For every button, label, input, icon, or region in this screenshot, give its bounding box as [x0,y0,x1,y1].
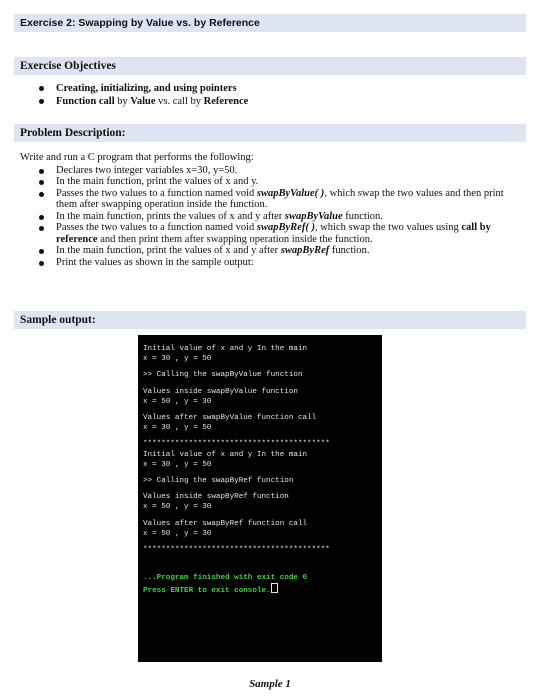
exercise-title: Exercise 2: Swapping by Value vs. by Reference [14,14,526,32]
objectives-list [20,82,248,108]
console-line: Values inside swapByRef function [143,493,289,502]
problem-intro: Write and run a C program that performs the following: [20,152,254,163]
objective-pointers: Creating, initializing, and using pointers [20,82,248,95]
console-press-text: Press ENTER to exit console. [143,587,271,596]
console-line: >> Calling the swapByRef function [143,477,294,486]
objectives-heading: Exercise Objectives [14,57,526,75]
sample-heading: Sample output: [14,311,526,329]
console-output [138,335,382,662]
console-line: x = 30 , y = 50 [143,460,212,469]
console-press-line [143,583,377,596]
console-separator: ***************************************** [143,546,330,555]
console-line: >> Calling the swapByValue function [143,371,303,380]
console-line: x = 50 , y = 30 [143,503,212,512]
console-finished-line: ...Program finished with exit code 0 [143,574,308,583]
cursor-icon [271,583,278,593]
objective-call-by: Function call by Value vs. call by Reference [20,95,248,108]
console-line: Values after swapByValue function call [143,414,317,423]
console-line: Initial value of x and y In the main [143,345,308,353]
problem-heading: Problem Description: [14,124,526,142]
problem-item: Passes the two values to a function named void swapByValue( ), which swap the two values and then print them after swapping operation inside the function. [20,188,526,211]
problem-item: In the main function, prints the values of x and y after swapByValue function. [20,211,526,223]
console-line: x = 30 , y = 50 [143,355,212,364]
problem-item: Print the values as shown in the sample output: [20,257,526,269]
console-line: Values inside swapByValue function [143,387,298,396]
problem-item: Declares two integer variables x=30, y=50. [20,165,526,177]
problem-item: Passes the two values to a function named void swapByRef( ), which swap the two values using call by reference and then print them after swapping operation inside the function. [20,222,526,245]
sample-caption: Sample 1 [249,678,291,690]
problem-list [20,165,526,269]
console-line: x = 50 , y = 30 [143,397,212,406]
console-line: x = 30 , y = 50 [143,424,212,433]
problem-item: In the main function, print the values of x and y after swapByRef function. [20,245,526,257]
console-separator: ***************************************** [143,440,330,449]
console-line: x = 50 , y = 30 [143,529,212,538]
console-line: Values after swapByRef function call [143,519,308,528]
console-line: Initial value of x and y In the main [143,450,308,459]
problem-description [20,152,526,268]
problem-item: In the main function, print the values of x and y. [20,176,526,188]
